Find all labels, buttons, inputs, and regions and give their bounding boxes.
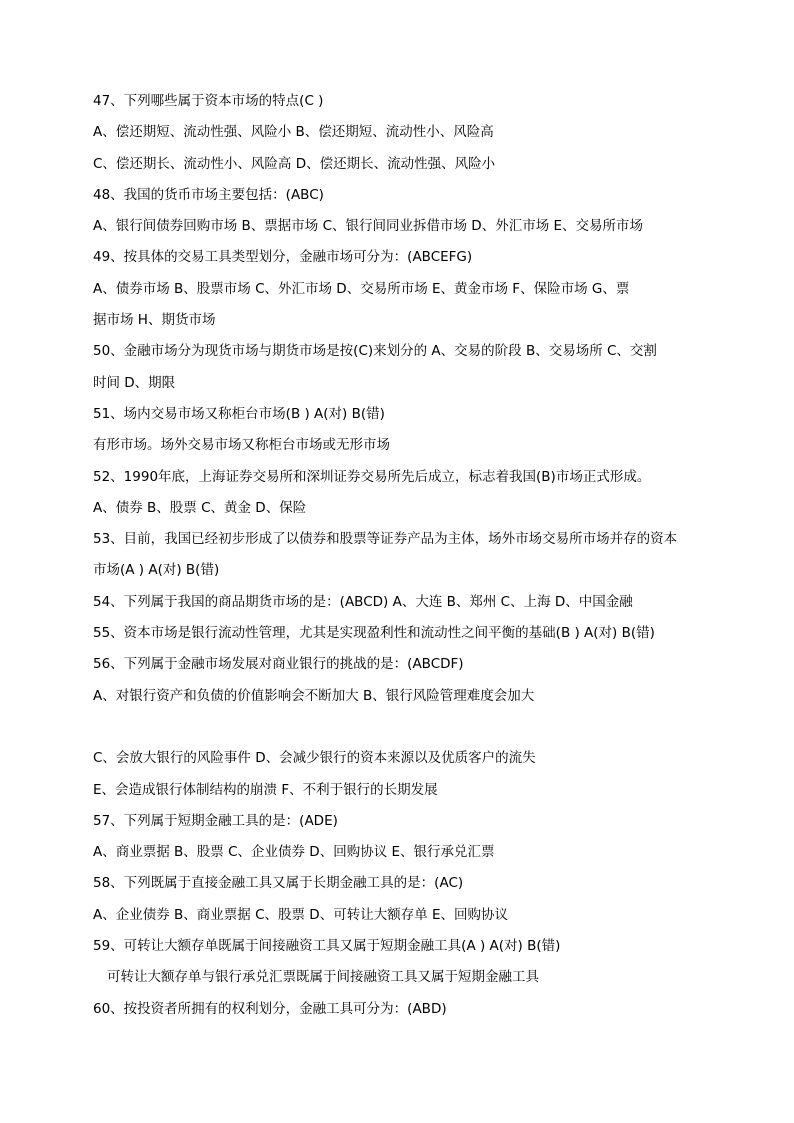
question-51-note: 有形市场。场外交易市场又称柜台市场或无形市场 — [93, 437, 390, 454]
question-47: 47、下列哪些属于资本市场的特点(C ) — [93, 93, 324, 109]
document-content — [93, 86, 713, 1025]
question-48-options: A、银行间债券回购市场 B、票据市场 C、银行间同业拆借市场 D、外汇市场 E、交易所市场 — [93, 218, 644, 235]
question-56-options-ab: A、对银行资产和负债的价值影响会不断加大 B、银行风险管理难度会加大 — [93, 687, 535, 704]
blank-line — [93, 712, 713, 743]
question-50-cont: 时间 D、期限 — [93, 374, 176, 391]
question-59-note: 可转让大额存单与银行承兑汇票既属于间接融资工具又属于短期金融工具 — [107, 969, 539, 986]
question-53: 53、目前，我国已经初步形成了以债券和股票等证券产品为主体，场外市场交易所市场并存的资本 — [93, 531, 678, 548]
question-55: 55、资本市场是银行流动性管理，尤其是实现盈利性和流动性之间平衡的基础(B ) A(对) B(错) — [93, 625, 655, 642]
question-52: 52、1990年底，上海证券交易所和深圳证券交易所先后成立，标志着我国(B)市场正式形成。 — [93, 468, 651, 485]
question-57: 57、下列属于短期金融工具的是：(ADE) — [93, 812, 338, 829]
question-49-options: A、债券市场 B、股票市场 C、外汇市场 D、交易所市场 E、黄金市场 F、保险市场 G、票 — [93, 280, 630, 297]
question-50: 50、金融市场分为现货市场与期货市场是按(C)来划分的 A、交易的阶段 B、交易场所 C、交割 — [93, 343, 657, 360]
question-47-options-cd: C、偿还期长、流动性小、风险高 D、偿还期长、流动性强、风险小 — [93, 155, 496, 172]
question-53-cont: 市场(A ) A(对) B(错) — [93, 562, 220, 579]
question-56: 56、下列属于金融市场发展对商业银行的挑战的是：(ABCDF) — [93, 656, 464, 673]
question-58-options: A、企业债券 B、商业票据 C、股票 D、可转让大额存单 E、回购协议 — [93, 906, 509, 923]
question-57-options: A、商业票据 B、股票 C、企业债券 D、回购协议 E、银行承兑汇票 — [93, 844, 495, 861]
question-48: 48、我国的货币市场主要包括：(ABC) — [93, 186, 324, 203]
question-58: 58、下列既属于直接金融工具又属于长期金融工具的是：(AC) — [93, 875, 464, 892]
question-47-options-ab: A、偿还期短、流动性强、风险小 B、偿还期短、流动性小、风险高 — [93, 124, 494, 141]
question-49-options-cont: 据市场 H、期货市场 — [93, 312, 216, 329]
question-51: 51、场内交易市场又称柜台市场(B ) A(对) B(错) — [93, 405, 385, 422]
question-56-options-cd: C、会放大银行的风险事件 D、会减少银行的资本来源以及优质客户的流失 — [93, 750, 536, 767]
question-52-options: A、债券 B、股票 C、黄金 D、保险 — [93, 499, 307, 516]
question-49: 49、按具体的交易工具类型划分，金融市场可分为：(ABCEFG) — [93, 249, 473, 266]
question-54: 54、下列属于我国的商品期货市场的是：(ABCD) A、大连 B、郑州 C、上海 D、中国金融 — [93, 593, 633, 610]
question-59: 59、可转让大额存单既属于间接融资工具又属于短期金融工具(A ) A(对) B(错) — [93, 938, 561, 955]
question-60: 60、按投资者所拥有的权利划分，金融工具可分为：(ABD) — [93, 1000, 447, 1017]
question-56-options-ef: E、会造成银行体制结构的崩溃 F、不利于银行的长期发展 — [93, 781, 438, 798]
